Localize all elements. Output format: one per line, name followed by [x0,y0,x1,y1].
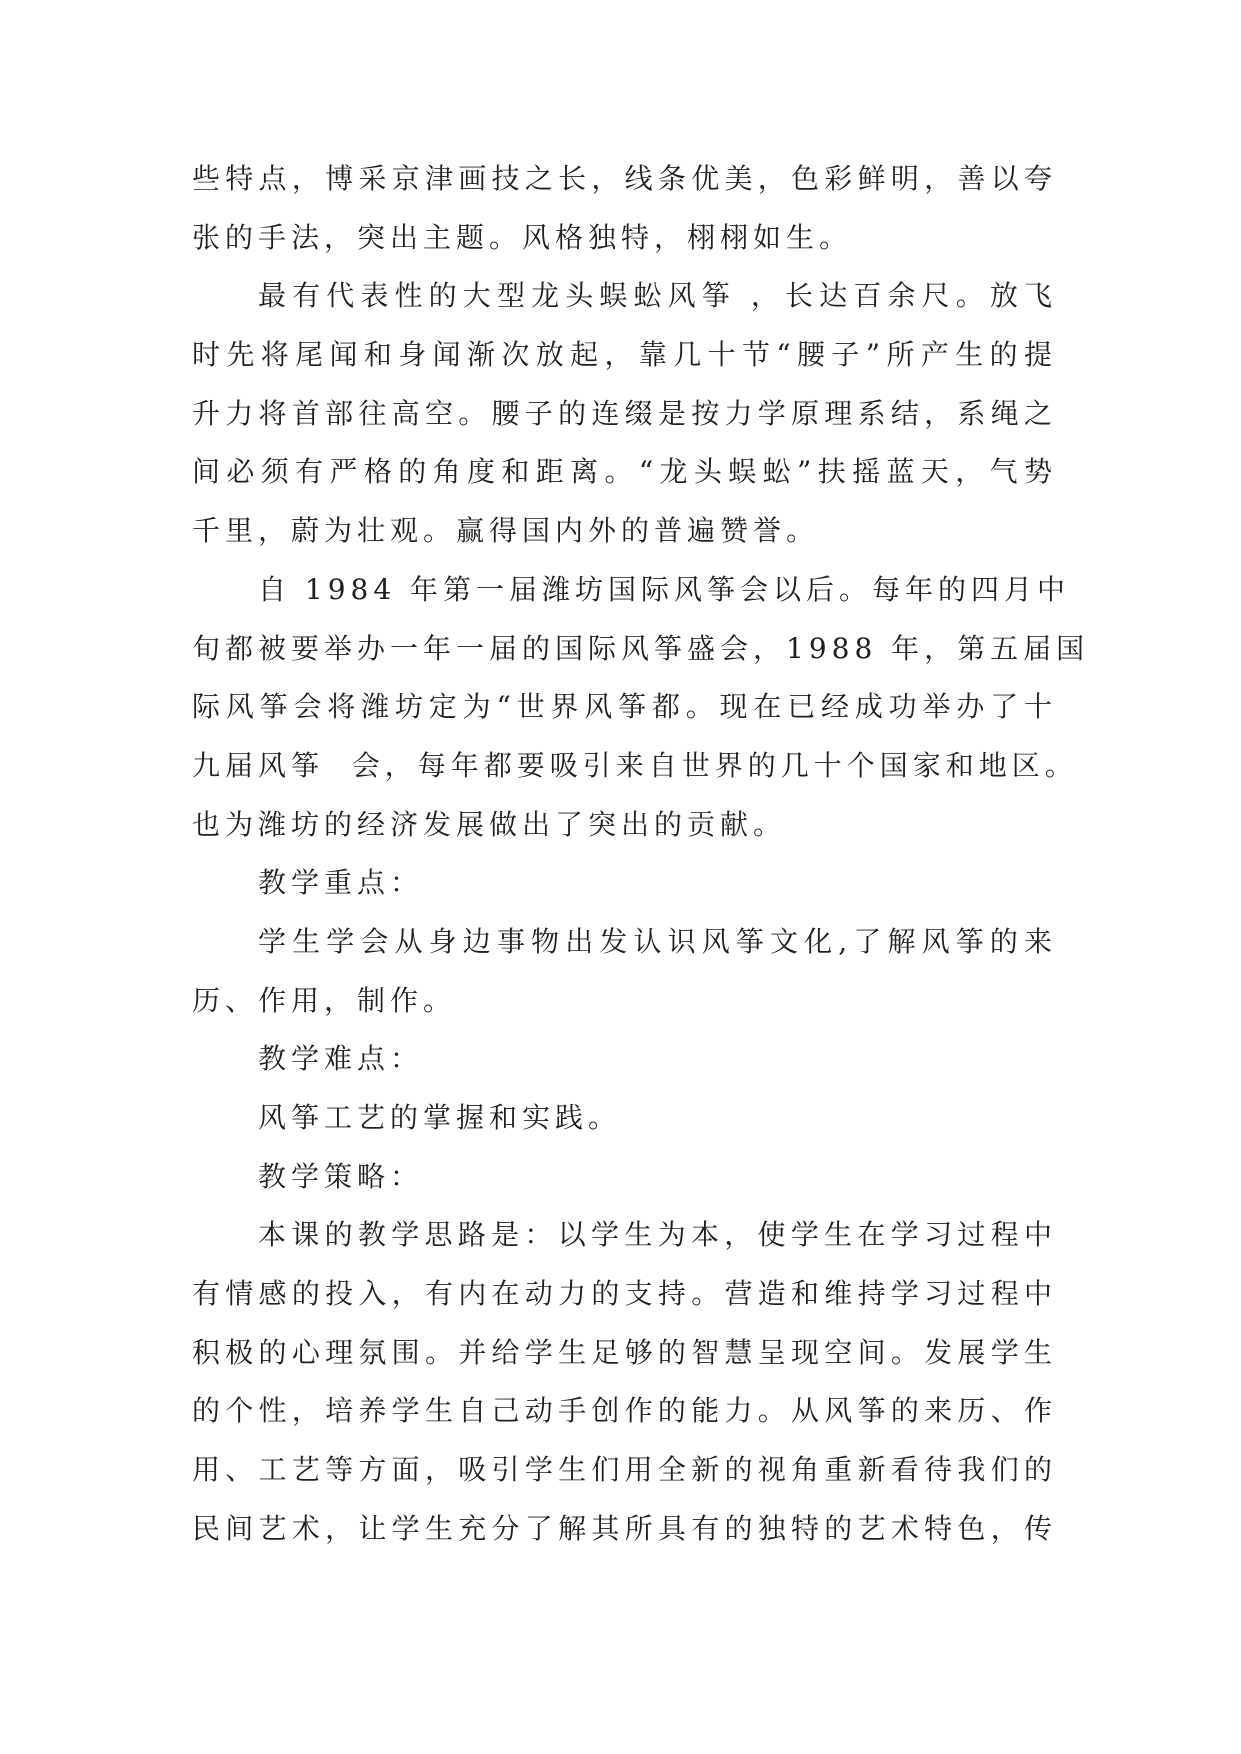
text-line: 间必须有严格的角度和距离。“龙头蜈蚣”扶摇蓝天，气势 [192,455,1057,489]
text-line: 民间艺术，让学生充分了解其所具有的独特的艺术特色，传 [192,1511,1057,1545]
text-line: 历、作用，制作。 [192,983,457,1017]
text-line: 的个性，培养学生自己动手创作的能力。从风筝的来历、作 [192,1394,1057,1428]
paragraph [192,913,1057,1030]
text-line: 九届风筝 会，每年都要吸引来自世界的几十个国家和地区。 [192,748,1078,782]
text-line: 旬都被要举办一年一届的国际风筝盛会，1988 年，第五届国 [192,631,1090,665]
text-line: 积极的心理氛围。并给学生足够的智慧呈现空间。发展学生 [192,1335,1057,1369]
paragraph [192,267,1057,560]
text-line: 用、工艺等方面，吸引学生们用全新的视角重新看待我们的 [192,1453,1057,1487]
text-line: 学生学会从身边事物出发认识风筝文化,了解风筝的来 [258,924,1057,958]
paragraph [192,561,1090,854]
text-line: 些特点，博采京津画技之长，线条优美，色彩鲜明，善以夸 [192,162,1057,195]
text-line: 升力将首部往高空。腰子的连缀是按力学原理系结，系绳之 [192,396,1057,430]
section-heading-key-points: 教学重点： [258,866,424,900]
text-line: 自 1984 年第一届潍坊国际风筝会以后。每年的四月中 [258,572,1071,606]
paragraph [192,150,1057,267]
text-line: 际风筝会将潍坊定为“世界风筝都。现在已经成功举办了十 [192,690,1057,724]
paragraph [192,1206,1057,1558]
text-line: 张的手法，突出主题。风格独特，栩栩如生。 [192,220,853,254]
body-text [192,150,1090,1559]
text-line: 本课的教学思路是：以学生为本，使学生在学习过程中 [258,1218,1057,1252]
section-heading-difficulties: 教学难点： [258,1042,424,1076]
text-line: 也为潍坊的经济发展做出了突出的贡献。 [192,807,787,841]
text-line: 风筝工艺的掌握和实践。 [258,1101,622,1134]
section-heading-strategy: 教学策略： [258,1159,424,1193]
paragraph [192,1089,1057,1148]
text-line: 最有代表性的大型龙头蜈蚣风筝 ，长达百余尺。放飞 [258,279,1057,313]
text-line: 时先将尾闻和身闻渐次放起，靠几十节“腰子”所产生的提 [192,338,1057,372]
text-line: 千里，蔚为壮观。赢得国内外的普遍赞誉。 [192,514,820,548]
text-line: 有情感的投入，有内在动力的支持。营造和维持学习过程中 [192,1277,1057,1311]
